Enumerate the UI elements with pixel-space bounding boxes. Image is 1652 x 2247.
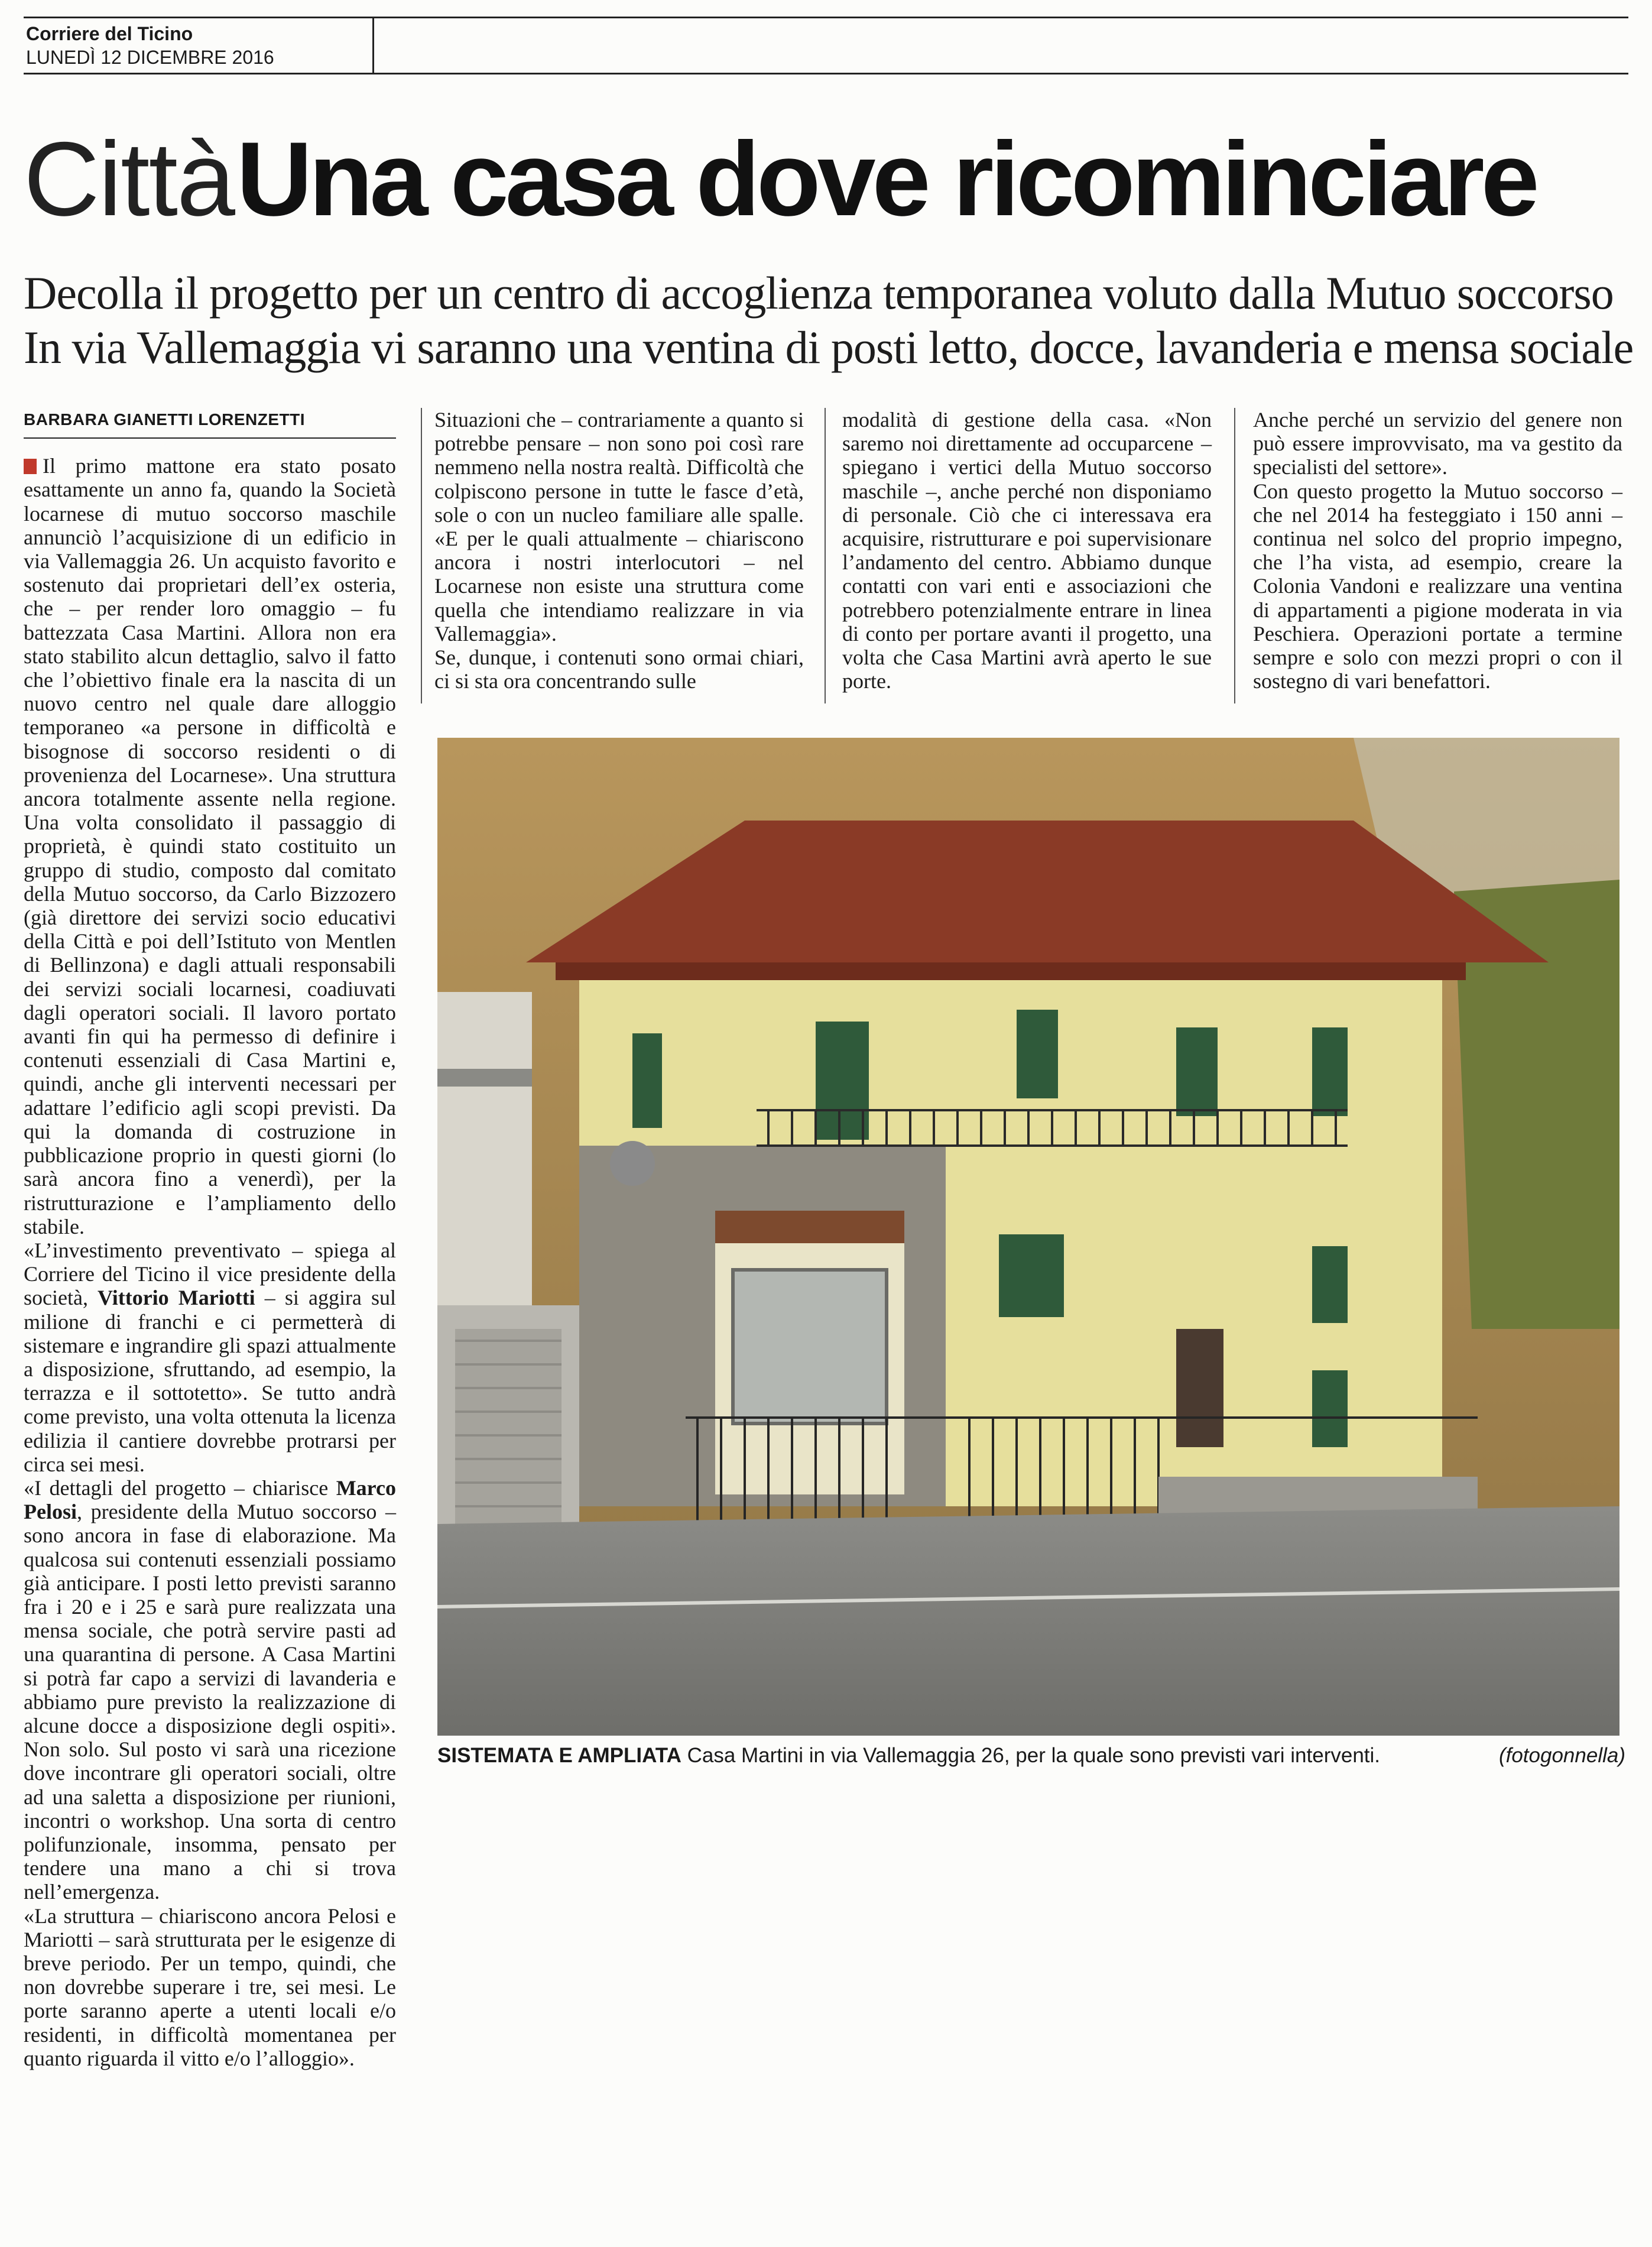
entrance-door <box>1176 1329 1223 1447</box>
shutter-window <box>1312 1246 1348 1323</box>
section-label: Città <box>24 120 234 238</box>
shutter-window <box>1312 1027 1348 1116</box>
paragraph: Se, dunque, i contenuti sono ormai chiari, ci si sta ora concentrando sulle <box>434 646 804 693</box>
paragraph: Situazioni che – contrariamente a quanto si potrebbe pensare – non sono poi così rare nemmeno nella nostra realtà. Difficoltà che colpiscono persone in tutte le fasce d’età, sole o con un nucleo familiare alle spalle. «E per le quali attualmente – chiariscono ancora i nostri interlocutori – nel Locarnese non esiste una struttura come quella che intendiamo realizzare in via Vallemaggia». <box>434 408 804 646</box>
caption-text: Casa Martini in via Vallemaggia 26, per la quale sono previsti vari interventi. <box>687 1744 1381 1767</box>
house-photo <box>437 738 1619 1736</box>
issue-date: LUNEDÌ 12 DICEMBRE 2016 <box>26 47 274 68</box>
shutter-window <box>632 1033 662 1128</box>
neighbour-awning <box>437 1069 532 1087</box>
subheadline-line-2: In via Vallemaggia vi saranno una ventina di posti letto, docce, lavanderia e mensa sociale <box>24 322 1634 373</box>
photo-credit: (fotogonnella) <box>1498 1744 1625 1767</box>
paragraph: «La struttura – chiariscono ancora Pelosi e Mariotti – sarà strutturata per le esigenze di breve periodo. Per un tempo, quindi, che non dovrebbe superare i tre, sei mesi. Le porte saranno aperte a utenti locali e/o residenti, in difficoltà momentanea per quanto riguarda il vitto e/o l’alloggio». <box>24 1904 396 2070</box>
striped-awning <box>715 1211 904 1243</box>
lead-square-icon <box>24 459 37 474</box>
masthead-divider <box>372 18 374 73</box>
paragraph <box>24 1238 396 1476</box>
roof-eave <box>556 962 1466 980</box>
satellite-dish <box>610 1141 655 1186</box>
byline: BARBARA GIANETTI LORENZETTI <box>24 408 396 439</box>
shutter-window <box>999 1234 1064 1317</box>
paragraph <box>24 1476 396 1904</box>
article-column-3 <box>842 408 1212 693</box>
shutter-window <box>816 1022 869 1140</box>
article-column-1 <box>24 408 396 2070</box>
paragraph: Anche perché un servizio del genere non può essere improvvisato, ma va gestito da specialisti del settore». <box>1253 408 1622 479</box>
newspaper-name: Corriere del Ticino <box>26 23 193 44</box>
shutter-window <box>1017 1010 1058 1098</box>
subheadline <box>24 266 1634 375</box>
article-column-2 <box>434 408 804 693</box>
person-name: Marco Pelosi <box>24 1476 396 1524</box>
street <box>437 1506 1619 1736</box>
column-rule <box>1234 408 1235 703</box>
paragraph-text: Il primo mattone era stato posato esattamente un anno fa, quando la Società locarnese di mutuo soccorso maschile annunciò l’acquisizione di un edificio in via Vallemaggia 26. Un acquisto favorito e sostenuto dai proprietari dell’ex osteria, che – per render loro omaggio – fu battezzata Casa Martini. Allora non era stato stabilito alcun dettaglio, salvo il fatto che l’obiettivo finale era la nascita di un nuovo centro nel quale dare alloggio temporaneo «a persone in difficoltà e bisognose di soccorso residenti o di provenienza del Locarnese». Una struttura ancora totalmente assente nella regione. Una volta consolidato il passaggio di proprietà, è quindi stato costituito un gruppo di studio, composto dal comitato della Mutuo soccorso, da Carlo Bizzozero (già direttore dei servizi socio educativi della Città e poi dell’Istituto von Mentlen di Bellinzona) e dagli attuali responsabili dei servizi sociali locarnesi, coadiuvati dagli operatori sociali. Il lavoro portato avanti fin qui ha permesso di definire i contenuti essenziali di Casa Martini e, quindi, anche gli interventi necessari per adattare l’edificio agli scopi previsti. Da qui la domanda di costruzione in pubblicazione proprio in questi giorni (lo sarà ancora fino a venerdì), per la ristrutturazione e l’ampliamento dello stabile. <box>24 454 396 1238</box>
masthead <box>24 17 1628 74</box>
paragraph: modalità di gestione della casa. «Non saremo noi direttamente ad occuparcene – spiegano i vertici della Mutuo soccorso maschile –, anche perché non disponiamo di personale. Ciò che ci interessava era acquisire, ristrutturare e poi supervisionare l’andamento del centro. Abbiamo dunque contatti con vari enti e associazioni che potrebbero potenzialmente entrare in linea di conto per portare avanti il progetto, una volta che Casa Martini avrà aperto le sue porte. <box>842 408 1212 693</box>
article-title: Una casa dove ricominciare <box>236 120 1536 238</box>
shutter-window <box>1176 1027 1218 1116</box>
caption-lead: SISTEMATA E AMPLIATA <box>437 1744 681 1767</box>
column-rule <box>825 408 826 703</box>
veranda-window <box>733 1270 887 1424</box>
person-name: Vittorio Mariotti <box>98 1286 255 1310</box>
subheadline-line-1: Decolla il progetto per un centro di accoglienza temporanea voluto dalla Mutuo soccorso <box>24 267 1614 319</box>
paragraph-text: – si aggira sul milione di franchi e ci permetterà di sistemare e ingrandire gli spazi attualmente a disposizione, sfruttando, ad esempio, la terrazza e il sottotetto». Se tutto andrà come previsto, una volta ottenuta la licenza edilizia il cantiere dovrebbe protrarsi per circa sei mesi. <box>24 1286 397 1476</box>
photo-caption <box>437 1744 1625 1768</box>
shutter-window <box>1312 1370 1348 1447</box>
column-rule <box>421 408 422 703</box>
paragraph: Con questo progetto la Mutuo soccorso – che nel 2014 ha festeggiato i 150 anni – continua nel solco del proprio impegno, che l’ha vista, ad esempio, creare la Colonia Vandoni e realizzare una ventina di appartamenti a pigione moderata in via Peschiera. Operazioni portate a termine sempre e solo con mezzi propri o con il sostegno di vari benefattori. <box>1253 479 1622 693</box>
casa-martini-illustration <box>437 738 1619 1736</box>
paragraph-text: «L’investimento preventivato – spiega al Corriere del Ticino il vice presidente della società, <box>24 1238 396 1310</box>
paragraph-text: «I dettagli del progetto – chiarisce <box>24 1476 336 1500</box>
paragraph-text: , presidente della Mutuo soccorso – sono ancora in fase di elaborazione. Ma qualcosa sui contenuti essenziali possiamo già anticipare. I posti letto previsti saranno fra i 20 e i 25 e sarà pure realizzata una mensa sociale, che potrà servire pasti ad una quarantina di persone. A Casa Martini si potrà far capo a servizi di lavanderia e abbiamo pure previsto la realizzazione di alcune docce a disposizione degli ospiti». Non solo. Sul posto vi sarà una ricezione dove incontrare gli operatori sociali, oltre ad una saletta a disposizione per riunioni, incontri o workshop. Una sorta di centro polifunzionale, insomma, pensato per tendere una mano a chi si trova nell’emergenza. <box>24 1500 396 1904</box>
headline <box>24 118 1628 248</box>
article-column-4 <box>1253 408 1622 693</box>
paragraph <box>24 454 396 1238</box>
